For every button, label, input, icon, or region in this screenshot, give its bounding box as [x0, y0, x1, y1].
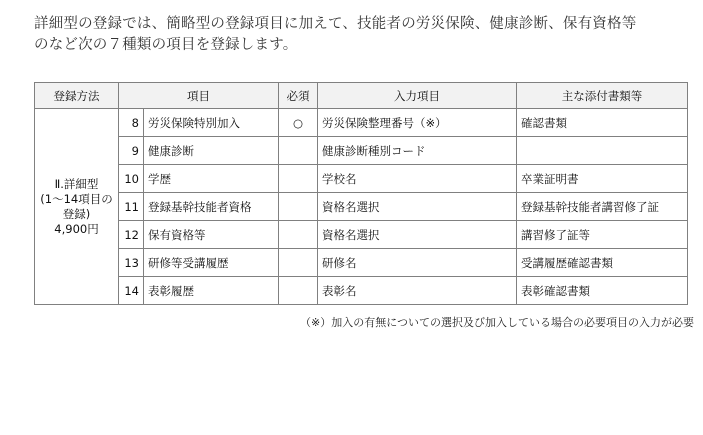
table-row — [35, 137, 688, 165]
method-cell — [35, 109, 119, 305]
method-scope-end: 登録) — [62, 206, 91, 221]
item-number: 14 — [119, 277, 144, 305]
required-mark: ○ — [279, 109, 318, 137]
table-row — [35, 193, 688, 221]
item-name: 登録基幹技能者資格 — [144, 193, 279, 221]
item-name: 学歴 — [144, 165, 279, 193]
item-number: 12 — [119, 221, 144, 249]
attached-docs: 卒業証明書 — [517, 165, 688, 193]
attached-docs: 確認書類 — [517, 109, 688, 137]
intro-line-1: 詳細型の登録では、簡略型の登録項目に加えて、技能者の労災保険、健康診断、保有資格等 — [34, 16, 637, 32]
item-name: 健康診断 — [144, 137, 279, 165]
header-method: 登録方法 — [35, 83, 119, 109]
method-name: Ⅱ.詳細型 — [54, 176, 99, 191]
input-item: 表彰名 — [318, 277, 517, 305]
table-row — [35, 109, 688, 137]
input-item: 学校名 — [318, 165, 517, 193]
header-docs: 主な添付書類等 — [517, 83, 688, 109]
required-mark — [279, 193, 318, 221]
intro-paragraph — [34, 14, 694, 56]
attached-docs — [517, 137, 688, 165]
registration-items-table — [34, 82, 688, 305]
header-item: 項目 — [119, 83, 279, 109]
item-name: 研修等受講履歴 — [144, 249, 279, 277]
table-header-row — [35, 83, 688, 109]
attached-docs: 講習修了証等 — [517, 221, 688, 249]
attached-docs: 登録基幹技能者講習修了証 — [517, 193, 688, 221]
intro-line-2: のなど次の７種類の項目を登録します。 — [34, 37, 298, 53]
required-mark — [279, 165, 318, 193]
method-price: 4,900円 — [54, 221, 99, 236]
item-number: 13 — [119, 249, 144, 277]
footnote: （※）加入の有無についての選択及び加入している場合の必要項目の入力が必要 — [300, 316, 694, 329]
item-name: 労災保険特別加入 — [144, 109, 279, 137]
input-item: 資格名選択 — [318, 221, 517, 249]
table-row — [35, 249, 688, 277]
attached-docs: 受講履歴確認書類 — [517, 249, 688, 277]
item-number: 9 — [119, 137, 144, 165]
header-input: 入力項目 — [318, 83, 517, 109]
required-mark — [279, 249, 318, 277]
item-number: 8 — [119, 109, 144, 137]
item-number: 10 — [119, 165, 144, 193]
item-name: 保有資格等 — [144, 221, 279, 249]
table-row — [35, 165, 688, 193]
required-mark — [279, 277, 318, 305]
input-item: 研修名 — [318, 249, 517, 277]
header-required: 必須 — [279, 83, 318, 109]
required-mark — [279, 221, 318, 249]
required-mark — [279, 137, 318, 165]
table-row — [35, 277, 688, 305]
input-item: 労災保険整理番号（※） — [318, 109, 517, 137]
attached-docs: 表彰確認書類 — [517, 277, 688, 305]
input-item: 健康診断種別コード — [318, 137, 517, 165]
table-row — [35, 221, 688, 249]
item-name: 表彰履歴 — [144, 277, 279, 305]
item-number: 11 — [119, 193, 144, 221]
method-scope: (1〜14項目の — [40, 191, 113, 206]
input-item: 資格名選択 — [318, 193, 517, 221]
